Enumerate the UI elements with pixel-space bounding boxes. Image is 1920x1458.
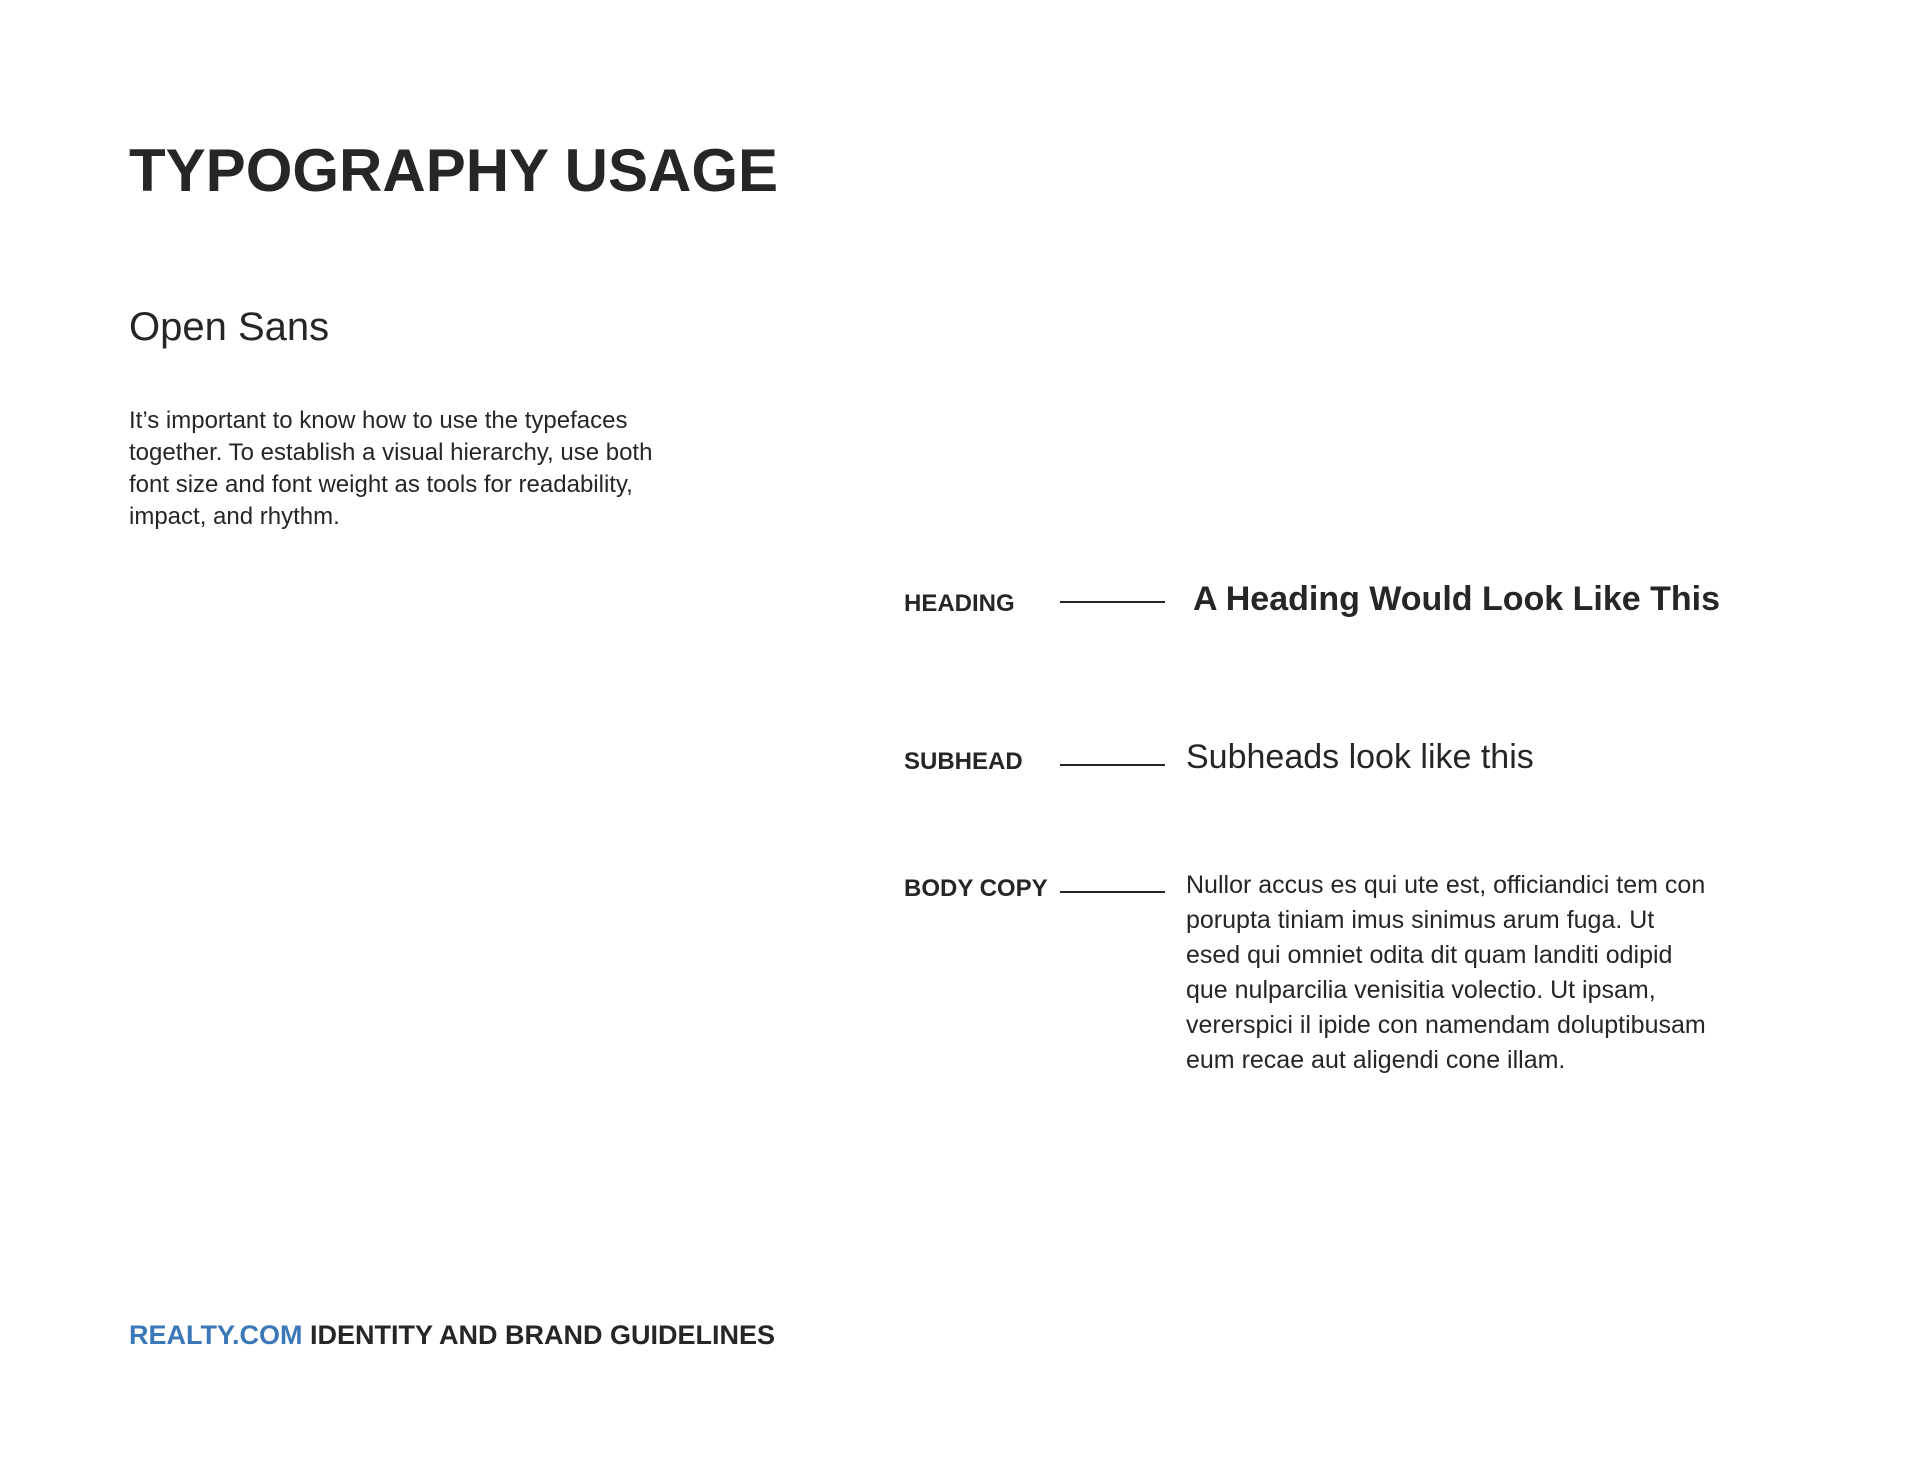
body-copy-label: BODY COPY bbox=[904, 875, 1048, 902]
subhead-connector-line bbox=[1060, 764, 1165, 766]
intro-line: It’s important to know how to use the typefaces bbox=[129, 407, 628, 434]
footer bbox=[129, 1320, 775, 1351]
intro-line: together. To establish a visual hierarchy, use both bbox=[129, 439, 653, 466]
body-copy-line: vererspici il ipide con namendam doluptibusam bbox=[1186, 1011, 1706, 1039]
body-copy-line: esed qui omniet odita dit quam landiti odipid bbox=[1186, 941, 1673, 969]
intro-line: impact, and rhythm. bbox=[129, 503, 340, 530]
heading-connector-line bbox=[1060, 601, 1165, 603]
body-copy-line: eum recae aut aligendi cone illam. bbox=[1186, 1046, 1566, 1074]
body-copy-line: que nulparcilia venisitia volectio. Ut ipsam, bbox=[1186, 976, 1656, 1004]
body-copy-sample bbox=[1186, 868, 1786, 1078]
heading-sample: A Heading Would Look Like This bbox=[1193, 580, 1721, 618]
intro-paragraph bbox=[129, 405, 729, 533]
typeface-name: Open Sans bbox=[129, 305, 330, 349]
footer-text: IDENTITY AND BRAND GUIDELINES bbox=[310, 1320, 776, 1350]
footer-brand: REALTY.COM bbox=[129, 1320, 303, 1350]
intro-line: font size and font weight as tools for readability, bbox=[129, 471, 633, 498]
body-copy-line: Nullor accus es qui ute est, officiandici tem con bbox=[1186, 871, 1706, 899]
body-copy-line: porupta tiniam imus sinimus arum fuga. Ut bbox=[1186, 906, 1655, 934]
body-copy-connector-line bbox=[1060, 891, 1165, 893]
subhead-sample: Subheads look like this bbox=[1186, 738, 1534, 776]
subhead-label: SUBHEAD bbox=[904, 748, 1023, 775]
page-title: TYPOGRAPHY USAGE bbox=[129, 137, 779, 204]
heading-label: HEADING bbox=[904, 590, 1015, 617]
